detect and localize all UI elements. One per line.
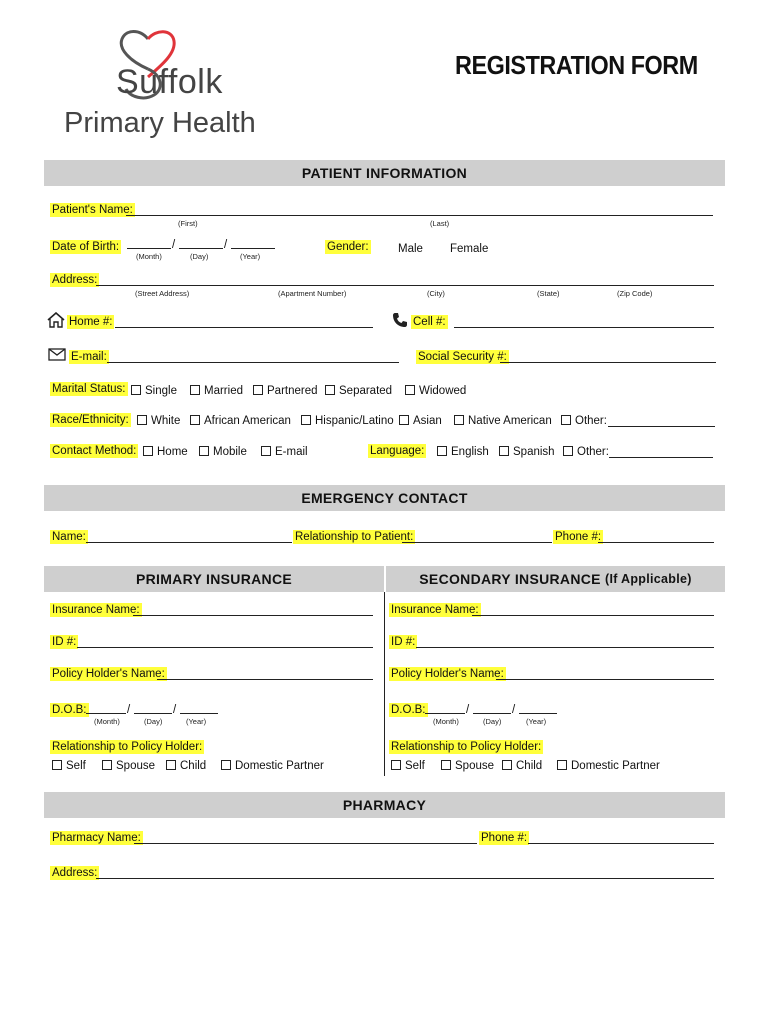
year-hint: (Year) <box>186 717 207 726</box>
checkbox[interactable] <box>557 760 567 770</box>
state-hint: (State) <box>537 289 560 298</box>
primary-insurance-name-label: Insurance Name: <box>52 604 140 616</box>
race-option[interactable]: Asian <box>399 414 442 428</box>
checkbox[interactable] <box>190 415 200 425</box>
checkbox[interactable] <box>437 446 447 456</box>
race-option[interactable]: White <box>137 414 180 428</box>
logo-tagline: Primary Health <box>64 107 256 139</box>
cell-phone-label: Cell #: <box>413 316 446 328</box>
pharmacy-name-field[interactable] <box>134 843 477 844</box>
secondary-holder-field[interactable] <box>496 679 714 680</box>
race-label: Race/Ethnicity: <box>52 414 129 426</box>
primary-dob-label: D.O.B: <box>52 704 87 716</box>
last-hint: (Last) <box>430 219 450 228</box>
gender-label: Gender: <box>327 241 369 253</box>
language-option[interactable]: Spanish <box>499 445 555 459</box>
marital-label: Marital Status: <box>52 383 126 395</box>
dob-slash: / <box>173 704 177 716</box>
secondary-holder-label: Policy Holder's Name: <box>391 668 504 680</box>
contact-label: Contact Method: <box>52 445 137 457</box>
secondary-id-label: ID #: <box>391 636 416 648</box>
secondary-dob-label: D.O.B: <box>391 704 426 716</box>
emergency-phone-label: Phone #: <box>555 531 602 543</box>
checkbox[interactable] <box>143 446 153 456</box>
checkbox[interactable] <box>131 385 141 395</box>
language-option[interactable]: English <box>437 445 489 459</box>
day-hint: (Day) <box>144 717 163 726</box>
primary-dob-day-field[interactable] <box>134 713 172 714</box>
apt-hint: (Apartment Number) <box>278 289 347 298</box>
emergency-heading: EMERGENCY CONTACT <box>44 485 725 511</box>
email-label: E-mail: <box>71 351 107 363</box>
address-field[interactable] <box>96 285 714 286</box>
patient-name-field[interactable] <box>126 215 713 216</box>
checkbox[interactable] <box>454 415 464 425</box>
checkbox[interactable] <box>391 760 401 770</box>
emergency-relationship-field[interactable] <box>402 542 552 543</box>
relationship-option[interactable]: Spouse <box>441 759 494 773</box>
checkbox[interactable] <box>399 415 409 425</box>
logo <box>50 25 310 145</box>
cell-phone-field[interactable] <box>454 327 714 328</box>
pharmacy-phone-label: Phone #: <box>481 832 528 844</box>
gender-male[interactable]: Male <box>398 243 423 255</box>
patient-info-heading: PATIENT INFORMATION <box>44 160 725 186</box>
checkbox[interactable] <box>405 385 415 395</box>
dob-day-field[interactable] <box>179 248 223 249</box>
language-other-field[interactable] <box>609 457 713 458</box>
phone-icon <box>392 312 408 328</box>
relationship-option[interactable]: Child <box>166 759 206 773</box>
contact-option[interactable]: Mobile <box>199 445 247 459</box>
insurance-divider <box>384 592 385 776</box>
mail-icon <box>48 348 66 361</box>
month-hint: (Month) <box>433 717 459 726</box>
dob-label: Date of Birth: <box>52 241 120 253</box>
checkbox[interactable] <box>325 385 335 395</box>
marital-option[interactable]: Separated <box>325 384 392 398</box>
month-hint: (Month) <box>94 717 120 726</box>
year-hint: (Year) <box>526 717 547 726</box>
checkbox[interactable] <box>137 415 147 425</box>
race-option[interactable]: Hispanic/Latino <box>301 414 394 428</box>
relationship-option[interactable]: Self <box>391 759 425 773</box>
checkbox[interactable] <box>563 446 573 456</box>
zip-hint: (Zip Code) <box>617 289 653 298</box>
day-hint: (Day) <box>483 717 502 726</box>
checkbox[interactable] <box>441 760 451 770</box>
relationship-option[interactable]: Spouse <box>102 759 155 773</box>
logo-name: Suffolk <box>116 63 223 101</box>
checkbox[interactable] <box>561 415 571 425</box>
checkbox[interactable] <box>102 760 112 770</box>
checkbox[interactable] <box>190 385 200 395</box>
race-other-field[interactable] <box>608 426 715 427</box>
pharmacy-name-label: Pharmacy Name: <box>52 832 141 844</box>
home-phone-field[interactable] <box>115 327 373 328</box>
emergency-name-field[interactable] <box>86 542 292 543</box>
race-option[interactable]: Native American <box>454 414 552 428</box>
primary-relationship-label: Relationship to Policy Holder: <box>52 741 203 753</box>
primary-insurance-name-field[interactable] <box>133 615 373 616</box>
primary-holder-label: Policy Holder's Name: <box>52 668 165 680</box>
relationship-option[interactable]: Self <box>52 759 86 773</box>
pharmacy-phone-field[interactable] <box>528 843 714 844</box>
secondary-insurance-name-field[interactable] <box>472 615 714 616</box>
secondary-id-field[interactable] <box>416 647 714 648</box>
emergency-relationship-label: Relationship to Patient: <box>295 531 414 543</box>
address-label: Address: <box>52 274 98 286</box>
form-title: REGISTRATION FORM <box>455 50 698 80</box>
language-option[interactable]: Other: <box>563 445 609 459</box>
race-option[interactable]: African American <box>190 414 291 428</box>
marital-option[interactable]: Married <box>190 384 243 398</box>
checkbox[interactable] <box>199 446 209 456</box>
checkbox[interactable] <box>499 446 509 456</box>
checkbox[interactable] <box>301 415 311 425</box>
home-phone-label: Home #: <box>69 316 113 328</box>
dob-slash: / <box>127 704 131 716</box>
pharmacy-address-field[interactable] <box>96 878 714 879</box>
relationship-option[interactable]: Child <box>502 759 542 773</box>
primary-dob-year-field[interactable] <box>180 713 218 714</box>
race-option[interactable]: Other: <box>561 414 607 428</box>
primary-dob-month-field[interactable] <box>86 713 126 714</box>
pharmacy-address-label: Address: <box>52 867 98 879</box>
secondary-insurance-name-label: Insurance Name: <box>391 604 479 616</box>
dob-slash: / <box>224 239 228 251</box>
first-hint: (First) <box>178 219 198 228</box>
dob-year-field[interactable] <box>231 248 275 249</box>
ssn-field[interactable] <box>500 362 716 363</box>
gender-female[interactable]: Female <box>450 243 489 255</box>
home-icon <box>47 312 65 328</box>
patient-name-label: Patient's Name: <box>52 204 133 216</box>
secondary-dob-day-field[interactable] <box>473 713 511 714</box>
checkbox[interactable] <box>52 760 62 770</box>
secondary-relationship-label: Relationship to Policy Holder: <box>391 741 542 753</box>
month-hint: (Month) <box>136 252 162 261</box>
secondary-dob-year-field[interactable] <box>519 713 557 714</box>
marital-option[interactable]: Single <box>131 384 177 398</box>
primary-id-field[interactable] <box>77 647 373 648</box>
street-hint: (Street Address) <box>135 289 190 298</box>
day-hint: (Day) <box>190 252 209 261</box>
language-label: Language: <box>370 445 425 457</box>
pharmacy-heading: PHARMACY <box>44 792 725 818</box>
contact-option[interactable]: E-mail <box>261 445 308 459</box>
checkbox[interactable] <box>253 385 263 395</box>
dob-slash: / <box>172 239 176 251</box>
dob-month-field[interactable] <box>127 248 171 249</box>
checkbox[interactable] <box>261 446 271 456</box>
city-hint: (City) <box>427 289 445 298</box>
email-field[interactable] <box>107 362 399 363</box>
relationship-option[interactable]: Domestic Partner <box>221 759 324 773</box>
dob-slash: / <box>466 704 470 716</box>
checkbox[interactable] <box>166 760 176 770</box>
ssn-label: Social Security #: <box>418 351 507 363</box>
checkbox[interactable] <box>502 760 512 770</box>
secondary-dob-month-field[interactable] <box>425 713 465 714</box>
dob-slash: / <box>512 704 516 716</box>
secondary-insurance-heading: SECONDARY INSURANCE (If Applicable) <box>386 566 725 592</box>
primary-insurance-heading: PRIMARY INSURANCE <box>44 566 384 592</box>
relationship-option[interactable]: Domestic Partner <box>557 759 660 773</box>
marital-option[interactable]: Partnered <box>253 384 318 398</box>
contact-option[interactable]: Home <box>143 445 188 459</box>
primary-id-label: ID #: <box>52 636 77 648</box>
marital-option[interactable]: Widowed <box>405 384 466 398</box>
emergency-name-label: Name: <box>52 531 86 543</box>
primary-holder-field[interactable] <box>157 679 373 680</box>
emergency-phone-field[interactable] <box>598 542 714 543</box>
year-hint: (Year) <box>240 252 261 261</box>
checkbox[interactable] <box>221 760 231 770</box>
